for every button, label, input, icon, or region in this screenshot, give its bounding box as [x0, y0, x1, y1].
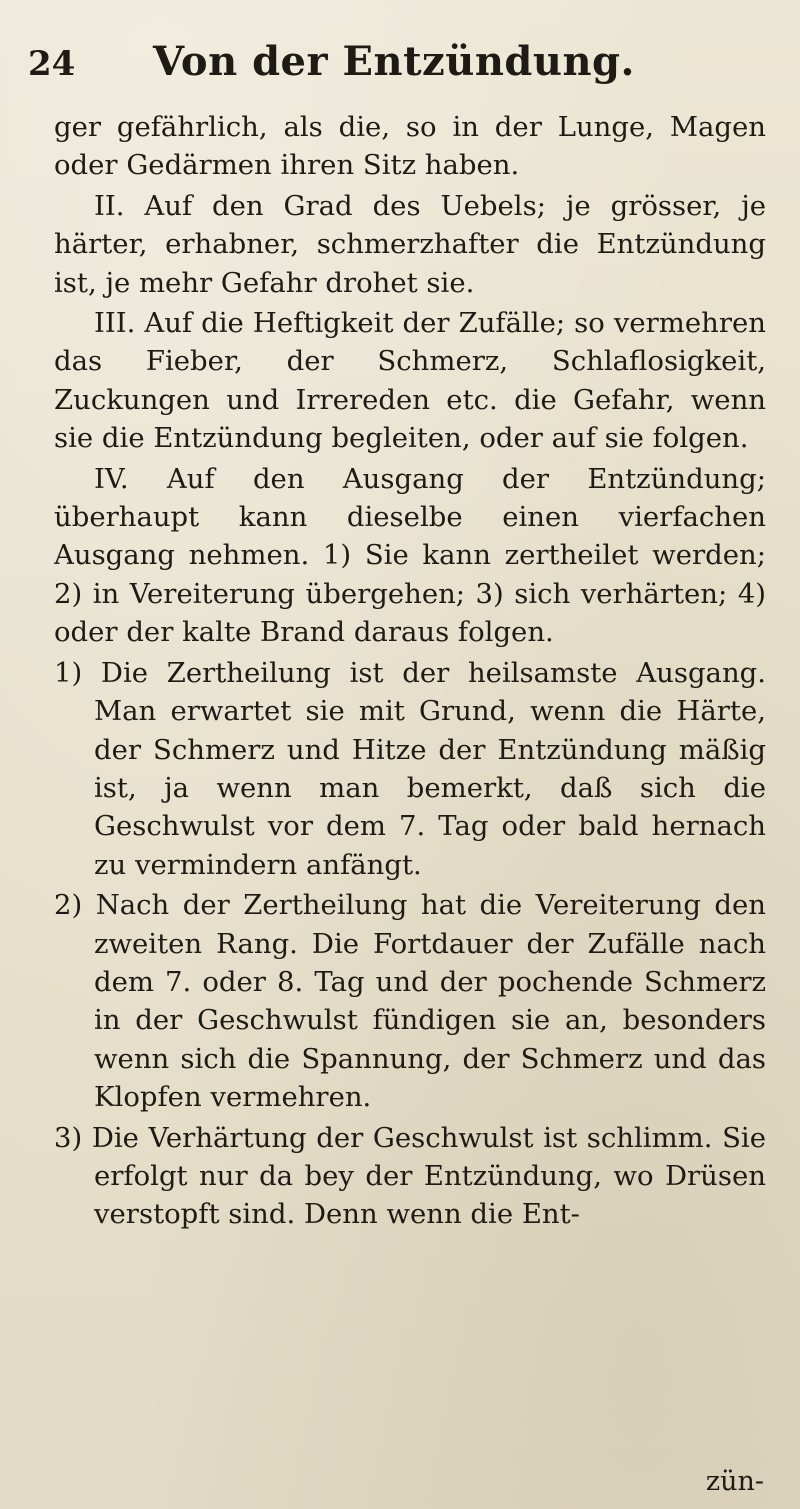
page-header	[28, 38, 760, 98]
page-number: 24	[28, 44, 76, 84]
body-text	[54, 108, 766, 1498]
paragraph-continuation: ger gefährlich, als die, so in der Lunge, Magen oder Gedärmen ihren Sitz haben.	[54, 111, 766, 182]
paragraph-3-induration: 3) Die Verhärtung der Geschwulst ist schlimm. Sie erfolgt nur da bey der Entzündung, wo Drüsen verstopft sind. Denn wenn die Ent-	[54, 1121, 766, 1231]
paragraph-iii-severity: III. Auf die Heftigkeit der Zufälle; so vermehren das Fieber, der Schmerz, Schlaflosigkeit, Zuckungen und Irrereden etc. die Gefahr, wenn sie die Entzündung begleiten, oder auf sie folgen.	[54, 307, 766, 455]
catchword: zün-	[705, 1466, 764, 1497]
paragraph-iv-outcome: IV. Auf den Ausgang der Entzündung; überhaupt kann dieselbe einen vierfachen Ausgang nehmen. 1) Sie kann zertheilet werden; 2) in Vereiterung übergehen; 3) sich verhärten; 4) oder der kalte Brand daraus folgen.	[54, 462, 766, 649]
running-head: Von der Entzündung.	[153, 38, 635, 85]
paragraph-2-suppuration: 2) Nach der Zertheilung hat die Vereiterung den zweiten Rang. Die Fortdauer der Zufälle nach dem 7. oder 8. Tag und der pochende Schmerz in der Geschwulst fündigen sie an, besonders wenn sich die Spannung, der Schmerz und das Klopfen vermehren.	[54, 889, 766, 1114]
paragraph-1-resolution: 1) Die Zertheilung ist der heilsamste Ausgang. Man erwartet sie mit Grund, wenn die Härte, der Schmerz und Hitze der Entzündung mäßig ist, ja wenn man bemerkt, daß sich die Geschwulst vor dem 7. Tag oder bald hernach zu vermindern anfängt.	[54, 656, 766, 881]
paragraph-ii-grade: II. Auf den Grad des Uebels; je grösser, je härter, erhabner, schmerzhafter die Entzündung ist, je mehr Gefahr drohet sie.	[54, 189, 766, 299]
